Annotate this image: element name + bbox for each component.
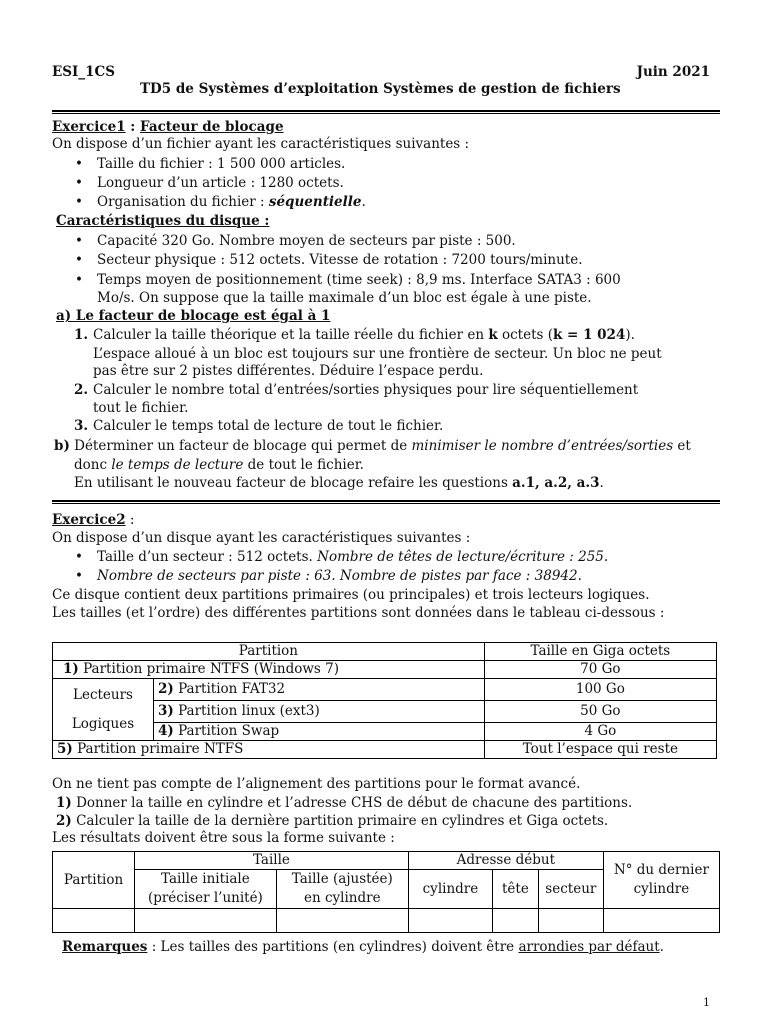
list-item: • Nombre de secteurs par piste : 63. Nombre de pistes par face : 38942. <box>97 568 582 585</box>
table-row: 4) Partition Swap 4 Go <box>53 723 717 741</box>
q3-number: 3. <box>74 418 89 434</box>
paragraph: Ce disque contient deux partitions primaires (ou principales) et trois lecteurs logiques. <box>52 587 650 603</box>
q2-line: tout le fichier. <box>93 400 189 416</box>
qb-line: b) Déterminer un facteur de blocage qui permet de minimiser le nombre d’entrées/sorties et <box>54 438 691 454</box>
ex2-heading: Exercice2 : <box>52 512 135 528</box>
qb-line: donc le temps de lecture de tout le fichier. <box>74 457 364 473</box>
divider <box>52 500 720 504</box>
list-item: • Organisation du fichier : séquentielle. <box>97 194 366 211</box>
disk-heading: Caractéristiques du disque : <box>56 213 270 229</box>
paragraph: On ne tient pas compte de l’alignement des partitions pour le format avancé. <box>52 776 581 792</box>
ex2-intro: On dispose d’un disque ayant les caractéristiques suivantes : <box>52 530 471 546</box>
table-row: Lecteurs Logiques 2) Partition FAT32 100 Go <box>53 679 717 701</box>
q3-line: Calculer le temps total de lecture de tout le fichier. <box>93 418 444 434</box>
qb-line: En utilisant le nouveau facteur de blocage refaire les questions a.1, a.2, a.3. <box>74 475 604 491</box>
ex1-intro: On dispose d’un fichier ayant les caractéristiques suivantes : <box>52 136 470 152</box>
q2-line: Calculer le nombre total d’entrées/sorties physiques pour lire séquentiellement <box>93 382 639 398</box>
results-table: Partition Taille Adresse début N° du dernier cylindre Taille initiale (préciser l’unité) Taille (ajustée) en cylindre cylindre tête secteur <box>52 851 720 933</box>
q1-number: 1. <box>74 327 89 343</box>
paragraph: 2) Calculer la taille de la dernière partition primaire en cylindres et Giga octets. <box>56 813 609 829</box>
table-row: 1) Partition primaire NTFS (Windows 7) 70 Go <box>53 661 717 679</box>
table-row: 3) Partition linux (ext3) 50 Go <box>53 701 717 723</box>
page-number: 1 <box>703 996 710 1009</box>
paragraph: Les tailles (et l’ordre) des différentes partitions sont données dans le tableau ci-dessous : <box>52 605 665 621</box>
table-header: Partition <box>53 643 485 661</box>
table-row: 5) Partition primaire NTFS Tout l’espace qui reste <box>53 741 717 759</box>
divider <box>52 110 720 114</box>
course-code: ESI_1CS <box>52 64 115 80</box>
q2-number: 2. <box>74 382 89 398</box>
list-item: • Capacité 320 Go. Nombre moyen de secteurs par piste : 500. <box>97 233 516 250</box>
list-item: • Longueur d’un article : 1280 octets. <box>97 175 344 192</box>
list-item-cont: Mo/s. On suppose que la taille maximale d’un bloc est égale à une piste. <box>97 290 592 306</box>
lecteurs-cell: Lecteurs Logiques <box>53 679 154 741</box>
partition-table <box>52 642 717 759</box>
list-item: • Taille du fichier : 1 500 000 articles. <box>97 156 345 173</box>
list-item: • Taille d’un secteur : 512 octets. Nombre de têtes de lecture/écriture : 255. <box>97 549 608 566</box>
q1-line: Calculer la taille théorique et la taille réelle du fichier en k octets (k = 1 024). <box>93 327 635 343</box>
page-title: TD5 de Systèmes d’exploitation Systèmes de gestion de fichiers <box>140 81 621 97</box>
table-row <box>53 909 720 933</box>
date: Juin 2021 <box>636 64 710 80</box>
q1-line: L’espace alloué à un bloc est toujours sur une frontière de secteur. Un bloc ne peut <box>93 346 662 362</box>
paragraph: 1) Donner la taille en cylindre et l’adresse CHS de début de chacune des partitions. <box>56 795 633 811</box>
list-item: • Secteur physique : 512 octets. Vitesse de rotation : 7200 tours/minute. <box>97 252 583 269</box>
remarks: Remarques : Les tailles des partitions (en cylindres) doivent être arrondies par défaut. <box>62 939 664 955</box>
q1-line: pas être sur 2 pistes différentes. Déduire l’espace perdu. <box>93 363 484 379</box>
ex1-heading: Exercice1 : Facteur de blocage <box>52 119 284 135</box>
table-header: Taille en Giga octets <box>484 643 716 661</box>
list-item: • Temps moyen de positionnement (time seek) : 8,9 ms. Interface SATA3 : 600 <box>97 272 621 289</box>
paragraph: Les résultats doivent être sous la forme suivante : <box>52 830 395 846</box>
section-a-heading: a) Le facteur de blocage est égal à 1 <box>56 308 331 324</box>
